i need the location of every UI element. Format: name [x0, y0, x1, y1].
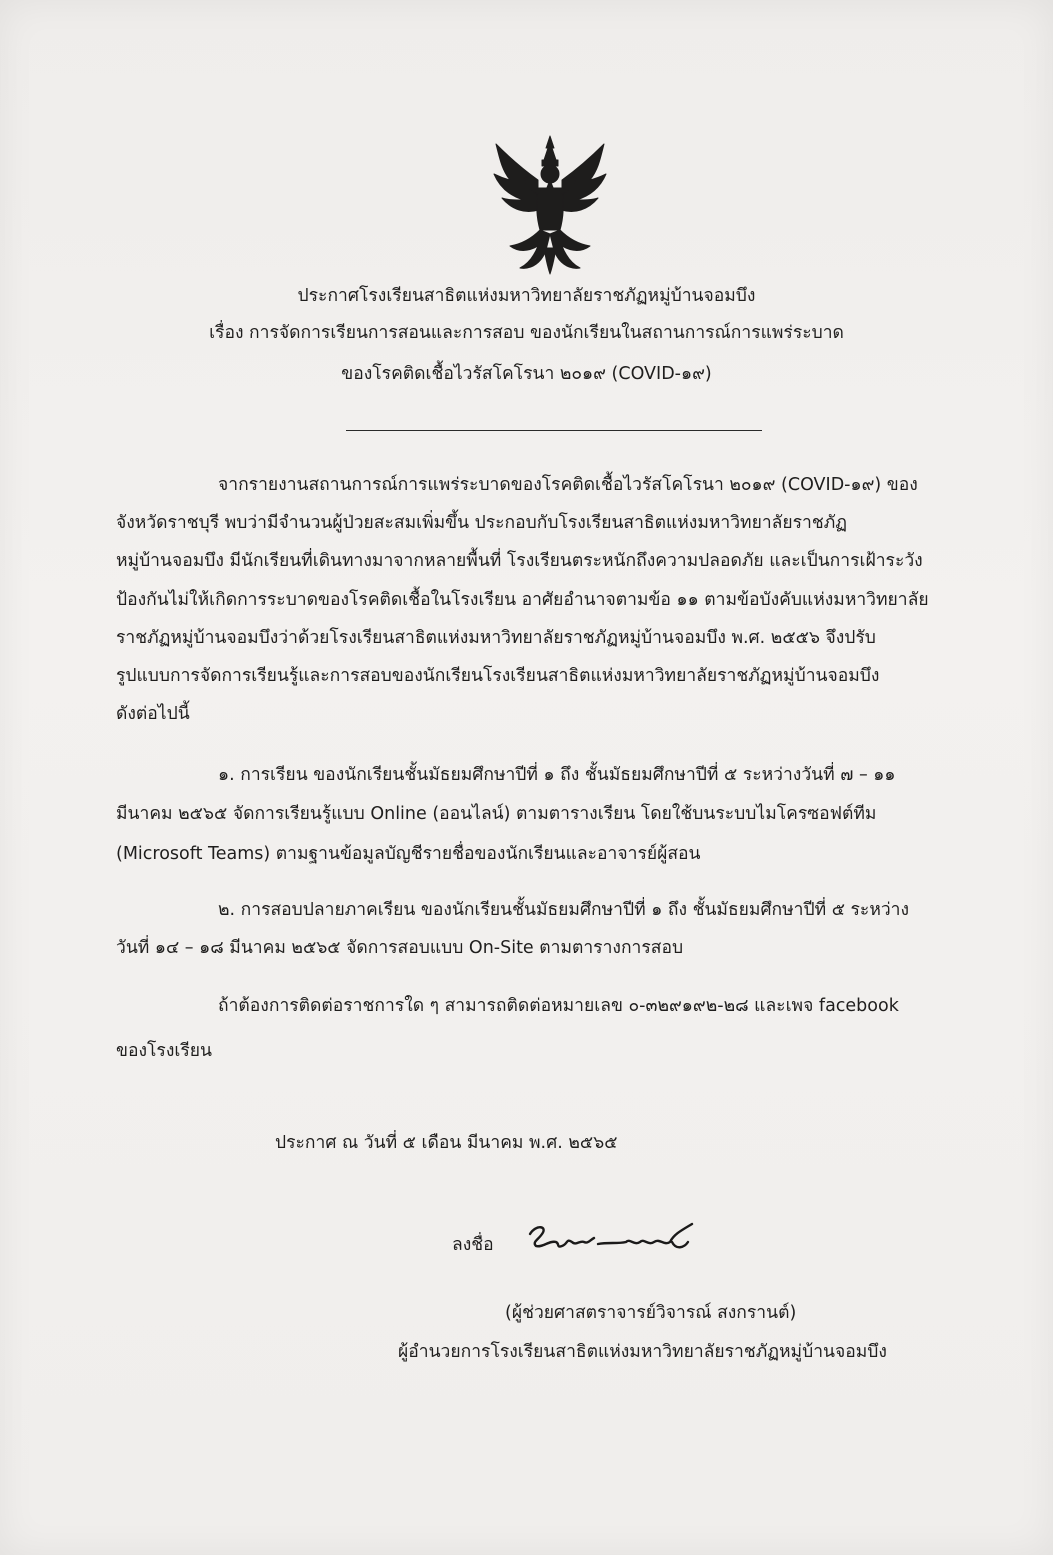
item2-line: วันที่ ๑๔ – ๑๘ มีนาคม ๒๕๖๕ จัดการสอบแบบ On-Site ตามตารางการสอบ [116, 938, 684, 958]
announcement-title: ประกาศโรงเรียนสาธิตแห่งมหาวิทยาลัยราชภัฏหมู่บ้านจอมบึง [297, 286, 756, 306]
item1-line: มีนาคม ๒๕๖๕ จัดการเรียนรู้แบบ Online (ออนไลน์) ตามตารางเรียน โดยใช้บนระบบไมโครซอฟต์ทีม [116, 804, 877, 824]
garuda-emblem-icon [488, 130, 612, 276]
intro-line: ราชภัฏหมู่บ้านจอมบึงว่าด้วยโรงเรียนสาธิตแห่งมหาวิทยาลัยราชภัฏหมู่บ้านจอมบึง พ.ศ. ๒๕๕๖ จึงปรับ [116, 628, 876, 648]
intro-line: จากรายงานสถานการณ์การแพร่ระบาดของโรคติดเชื้อไวรัสโคโรนา ๒๐๑๙ (COVID-๑๙) ของ [218, 475, 918, 495]
item2-line: ๒. การสอบปลายภาคเรียน ของนักเรียนชั้นมัธยมศึกษาปีที่ ๑ ถึง ชั้นมัธยมศึกษาปีที่ ๕ ระหว่าง [218, 900, 910, 920]
signatory-name: (ผู้ช่วยศาสตราจารย์วิจารณ์ สงกรานต์) [505, 1303, 797, 1323]
announcement-date: ประกาศ ณ วันที่ ๕ เดือน มีนาคม พ.ศ. ๒๕๖๕ [275, 1133, 618, 1153]
intro-line: หมู่บ้านจอมบึง มีนักเรียนที่เดินทางมาจากหลายพื้นที่ โรงเรียนตระหนักถึงความปลอดภัย และเป็นการเฝ้าระวัง [116, 551, 923, 571]
contact-line: ถ้าต้องการติดต่อราชการใด ๆ สามารถติดต่อหมายเลข ๐-๓๒๙๑๙๒-๒๘ และเพจ facebook [218, 996, 899, 1016]
item1-line: (Microsoft Teams) ตามฐานข้อมูลบัญชีรายชื่อของนักเรียนและอาจารย์ผู้สอน [116, 844, 701, 864]
contact-line: ของโรงเรียน [116, 1041, 212, 1061]
item1-line: ๑. การเรียน ของนักเรียนชั้นมัธยมศึกษาปีที่ ๑ ถึง ชั้นมัธยมศึกษาปีที่ ๕ ระหว่างวันที่ ๗ – ๑๑ [218, 765, 896, 785]
intro-line: ดังต่อไปนี้ [116, 704, 190, 724]
announcement-subject-line2: ของโรคติดเชื้อไวรัสโคโรนา ๒๐๑๙ (COVID-๑๙) [341, 364, 712, 384]
signature-label: ลงชื่อ [452, 1235, 494, 1255]
header-divider [346, 430, 762, 431]
intro-line: จังหวัดราชบุรี พบว่ามีจำนวนผู้ป่วยสะสมเพิ่มขึ้น ประกอบกับโรงเรียนสาธิตแห่งมหาวิทยาลัยราชภัฏ [116, 513, 848, 533]
signatory-position: ผู้อำนวยการโรงเรียนสาธิตแห่งมหาวิทยาลัยราชภัฏหมู่บ้านจอมบึง [398, 1342, 887, 1362]
intro-line: ป้องกันไม่ให้เกิดการระบาดของโรคติดเชื้อในโรงเรียน อาศัยอำนาจตามข้อ ๑๑ ตามข้อบังคับแห่งมหาวิทยาลัย [116, 590, 929, 610]
intro-line: รูปแบบการจัดการเรียนรู้และการสอบของนักเรียนโรงเรียนสาธิตแห่งมหาวิทยาลัยราชภัฏหมู่บ้านจอมบึง [116, 666, 880, 686]
handwritten-signature [522, 1220, 702, 1260]
announcement-subject: เรื่อง การจัดการเรียนการสอนและการสอบ ของนักเรียนในสถานการณ์การแพร่ระบาด [209, 323, 844, 343]
